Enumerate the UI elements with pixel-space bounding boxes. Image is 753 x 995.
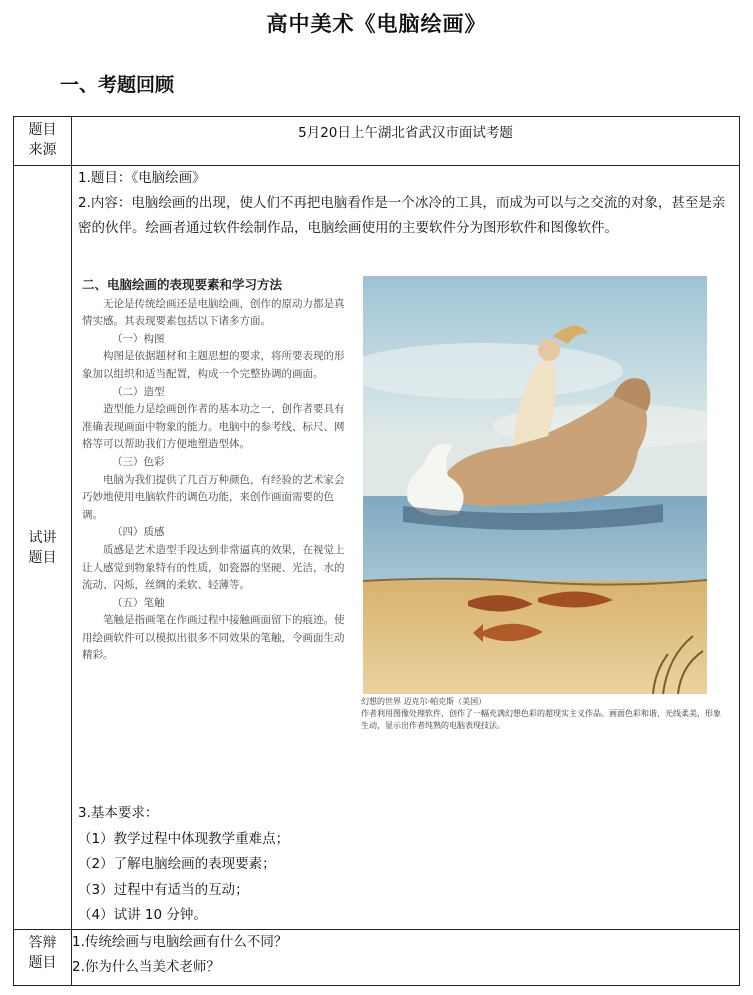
book-item-text: 构图是依据题材和主题思想的要求，将所要表现的形象加以组织和适当配置，构成一个完整协调的画面。 — [82, 350, 345, 380]
requirement-item: （4）试讲 10 分钟。 — [78, 907, 207, 923]
trial-label-cell — [14, 166, 72, 930]
book-item-text: 造型能力是绘画创作者的基本功之一，创作者要具有准确表现画面中物象的能力。电脑中的参考线、标尺、网格等可以帮助我们方便地塑造型体。 — [82, 403, 345, 451]
book-item-title: （一）构图 — [112, 332, 165, 345]
book-item-title: （四）质感 — [112, 526, 165, 539]
source-label-cell — [14, 117, 72, 166]
book-item-text: 质感是艺术造型手段达到非常逼真的效果，在视觉上让人感觉到物象特有的性质，如瓷器的坚硬、光洁，水的流动、闪烁，丝绸的柔软、轻薄等。 — [82, 543, 345, 592]
requirements-heading: 3.基本要求： — [78, 805, 159, 821]
question-item: 1.传统绘画与电脑绘画有什么不同？ — [72, 934, 288, 950]
page-title: 高中美术《电脑绘画》 — [266, 12, 487, 36]
section-heading: 一、考题回顾 — [60, 74, 175, 96]
defense-label-cell — [14, 930, 72, 986]
defense-label: 答辩题目 — [28, 935, 57, 971]
painting-caption-title: 幻想的世界 迈克尔·帕克斯（美国） — [361, 697, 487, 706]
defense-questions-cell — [72, 930, 740, 986]
exam-table — [13, 116, 740, 986]
trial-label: 试讲题目 — [28, 529, 57, 566]
requirement-item: （2）了解电脑绘画的表现要素； — [78, 856, 276, 872]
book-item-text: 笔触是指画笔在作画过程中接触画面留下的痕迹。使用绘画软件可以模拟出很多不同效果的笔触，令画面生动精彩。 — [82, 614, 345, 662]
book-item-title: （三）色彩 — [112, 455, 165, 468]
topic-line: 1.题目：《电脑绘画》 — [78, 170, 206, 186]
book-intro: 无论是传统绘画还是电脑绘画，创作的原动力都是真情实感。其表现要素包括以下诸多方面。 — [82, 297, 345, 328]
requirements — [78, 801, 289, 929]
book-heading: 二、电脑绘画的表现要素和学习方法 — [82, 277, 283, 292]
content-paragraph: 2.内容：电脑绘画的出现，使人们不再把电脑看作是一个冰冷的工具，而成为可以与之交流的对象，甚至是亲密的伙伴。绘画者通过软件绘制作品，电脑绘画使用的主要软件分为图形软件和图像软件。 — [78, 195, 726, 236]
book-item-title: （五）笔触 — [112, 596, 165, 609]
source-label: 题目来源 — [28, 122, 57, 158]
fantasy-world-painting — [363, 276, 707, 694]
source-value: 5月20日上午湖北省武汉市面试考题 — [72, 117, 740, 166]
painting-image — [363, 276, 707, 694]
book-item-title: （二）造型 — [112, 385, 165, 398]
requirement-item: （1）教学过程中体现教学重难点； — [78, 830, 290, 847]
question-item: 2.你为什么当美术老师？ — [72, 959, 220, 975]
trial-content-cell — [72, 166, 740, 930]
book-item-text: 电脑为我们提供了几百万种颜色，有经验的艺术家会巧妙地使用电脑软件的调色功能，来创作画面需要的色调。 — [82, 473, 345, 521]
requirement-item: （3）过程中有适当的互动； — [78, 881, 249, 898]
painting-caption-text: 作者利用图像处理软件，创作了一幅充满幻想色彩的超现实主义作品。画面色彩和谐，光线柔美，形象生动，显示出作者纯熟的电脑表现技法。 — [361, 709, 721, 730]
textbook-excerpt — [82, 276, 352, 665]
